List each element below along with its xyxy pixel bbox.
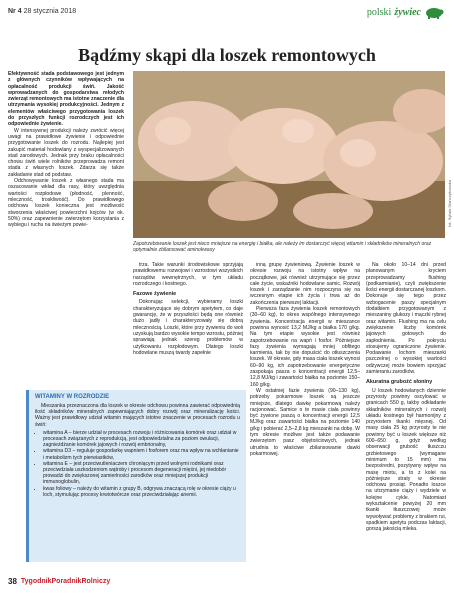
brand-word-2: żywiec xyxy=(394,6,421,18)
column-2 xyxy=(133,262,243,356)
paragraph: inną grupę żywieniową. Żywienie loszek w okresie rozwoju na istotny wpływ na początkowe, jak również utrzymujące się przez całe życie, wskaźniki hodowlane samic. Rozwój loszek i zarządzanie nim rozpoczyna się na wczesnym etapie ich życia i trwa aż do zakończenia pierwszej laktacji. xyxy=(250,262,360,306)
brand-word-1: polski xyxy=(366,6,392,18)
article-title: Bądźmy skąpi dla loszek remontowych xyxy=(78,45,376,65)
pig-icon xyxy=(424,5,444,19)
paragraph: U loszek hodowlanych dziennie przyrosty powinny oscylować w granicach 550 g, takby odkładanie składników mineralnych i rozwój układu kostnego był harmonijny z przyrostem tkanki mięsnej. Od masy ciała 25 kg przyrosty te nie powinny być u loszek większe niż 600–650 g, gdyż według obserwacji grubość tłuszczu grzbietowego (wymagane minimum to 15 mm) ma bezpośredni, pozytywny wpływ na masę miotu, a to z kolei na późniejsze straty w okresie odchowu prosiąt. Ponadto loszce na utrzymanie ciąży i wydziele w kolejne cykle. Natomiast wykształcenie powyżej 20 mm tkanki tłuszczowej może wywoływać problemy z brakiem rui, spadkiem apetytu podczas laktacji, gorszą jakością mleka. xyxy=(366,387,446,533)
brand-logo xyxy=(367,3,444,21)
issue-header xyxy=(8,8,76,15)
column-4 xyxy=(366,262,446,532)
list-item: • kwas foliowy – należy do witamin z grupy B, odgrywa znaczącą rolę w okresie ciąży u loch, stymulując procesy krwiotwórcze oraz przeciwdziałając anemii. xyxy=(43,486,240,498)
section-heading: Akuratna gruboźć słoniny xyxy=(366,379,433,386)
paragraph: trza. Takie warunki środowiskowe sprzyjają prawidłowemu rozwojowi i wzrostowi wszystkich narządów wewnętrznych, w tym układu rozrodczego i kostnego. xyxy=(133,262,243,287)
paragraph: W ostatniej fazie żywienia (90–130 kg), potrzeby pokarmowe loszek są jeszcze mniejsze, dlatego dawkę pokarmową należy racjonować. Samice o te masie ciała powinny być żywione paszą o koncentracji energii 12,5 MJ/kg oraz zawartości białka na poziomie 140 g/kg i pobierać 2,5–2,8 kg mieszanki na dobę. W tym okresie możliwe jest także podawanie zwierzętom pasz objętościowych, jednak utrudnia to właściwe zbilansowanie dawki pokarmowej. xyxy=(250,387,360,457)
paragraph: Pierwsza faza żywienia loszek remontowych (30–60 kg), to okres wspólnego intensywnego żywienia. Koncentracja energii w mieszance powinna wynosić 13,2 MJ/kg a białka 170 g/kg. Na tym etapie wysokie jest również zapotrzebowanie na wapń i fosfor. Późniejsze fazy żywienia wymagają mniej obfitego karmienia, tak by nie dopuścić do otłuszczenia loszek. W okresie, gdy masa ciała loszek wynosi 60–90 kg, ich zapotrzebowanie energetyczne zaspokaja pasza o koncentracji energii 12,5–12,8 MJ/kg i zawartości białka na poziomie 150–160 g/kg. xyxy=(250,306,360,388)
paragraph: Dokonując selekcji, wybieramy loszki charakteryzujące się dobrym apetytem, co daje gwarancję, że w przyszłości będą one również dużo jadły i charakteryzowały się dobrą mlecznością. Loszki, które przy żywieniu do woli uzyskują bardzo wysokie tempo wzrostu, później sprawiają jednak szereg problemów w użytkowaniu rozpłodowym. Dlatego loszki hodowlane muszą twardy zapełnie xyxy=(133,299,243,356)
pigs-photo xyxy=(133,71,445,238)
box-intro: Mieszanka przeznaczona dla loszek w okresie odchowu powinna zawierać odpowiednią ilość składników mineralnych zapewniających dobry rozwój oraz mineralizację kości. Ważny jest prawidłowy udział witamin mających istotne znaczenie w procesach rozrodu u świń: xyxy=(35,403,240,428)
paragraph: W intensywnej produkcji należy zwrócić więcej uwagi na prawidłowe żywienie i odpowiednie przygotowanie loszek do rozrodu. Najlepiej jest zakupić materiał hodowlany z wyspecjalizowanych stad zarodowych. Jednak przy braku opłacalności chowu świń wiele rolników przeprowadza remont stada z własnych loszek. Zdarza się także zakładanie stad od podstaw. xyxy=(8,127,124,178)
publication-logo: TygodnikPoradnikRolniczy xyxy=(20,578,111,585)
issue-date: 28 stycznia 2018 xyxy=(23,8,77,15)
list-item: • witamina D3 – reguluje gospodarkę wapniem i fosforem oraz ma wpływ na wchłanianie i metabolizm tych pierwiastków, xyxy=(43,448,240,460)
lead-paragraph: Efektywność stada podstawowego jest jednym z głównych czynników wpływających na opłacalność produkcji świń. Jakość wprowadzanych do gospodarstwa młodych zwierząt remontowych ma istotne znaczenie dla utrzymania wysokiej produkcyjności. Jednym z elementów właściwego przygotowania loszek do przyszłych funkcji rozrodczych jest ich odpowiednie żywienie. xyxy=(8,71,124,128)
section-heading: Fazowe żywienie xyxy=(133,291,177,298)
list-item: • witamina A – bierze udział w procesach rozwoju i różnicowania komórek oraz udział w procesach związanych z reprodukcją, jest odpowiedzialna za poziom owulacji, zagnieżdżanie komórek jajowych i rozwój embrionalny, xyxy=(43,430,240,449)
vitamins-sidebar-box xyxy=(26,390,246,562)
box-heading: WITAMINY W ROZRODZIE xyxy=(35,394,110,400)
page-number: 38 xyxy=(8,577,17,586)
page-footer xyxy=(8,577,110,586)
photo-caption: Zapotrzebowanie loszek jest nieco mniejsze na energię i białka, ale należy im dostarczyć więcej witamin i składników mineralnych oraz optymalnie zbilansować aminokwasy xyxy=(133,241,432,253)
paragraph: Odchowywanie loszek z własnego stada ma oszacowanie wkład dla rasy, który uwzględnia wartości rozpłodowe (płodność, plenność, mleczność, troskliwość). Do prawidłowego odchowu loszek konieczna jest możliwość stworzenia właściwej powierzchni kojców (w ok. 50%) oraz zapewnienie zwierzętom korzystania z wybiegu i ruchu na świeżym powie- xyxy=(8,178,124,229)
list-item: • witamina E – jest przeciwutleniaczem chroniącym przed wolnymi rodnikami oraz przeciwdziała uszkodzeniom wątroby i procesom degeneracji mięśni, jej niedobór prowadzi do zwiększonej zamierlności zarodków oraz mniejszej produkcji immunoglobulin, xyxy=(43,461,240,486)
vitamin-list xyxy=(35,430,240,498)
photo-credit: fot. Sylwia Stańczykowska xyxy=(447,180,452,227)
column-1 xyxy=(8,71,124,228)
paragraph: Na około 10–14 dni przed planowanym kryciem przeprowadzamy flushing (podkarmianie), czyli zwiększenie ilości energii dostarczanej loszkom. Dokonuje się tego przez wzbogacenie paszy specjalnym dodatkiem przygotowanym z mieszaniny glukozy i mączki rybnej oraz witamin. Flushing ma na celu zwiększenie liczby komórek jajowych gotowych do zapłodnienia. Po pokryciu stosujemy ograniczone żywienie. Podawanie lochom mieszanki pszczelnej o wysokiej wartości odżywczej może bowiem sprzyjać zamieraniu zarodków. xyxy=(366,262,446,376)
column-3 xyxy=(250,262,360,457)
issue-number: Nr 4 xyxy=(8,8,22,15)
